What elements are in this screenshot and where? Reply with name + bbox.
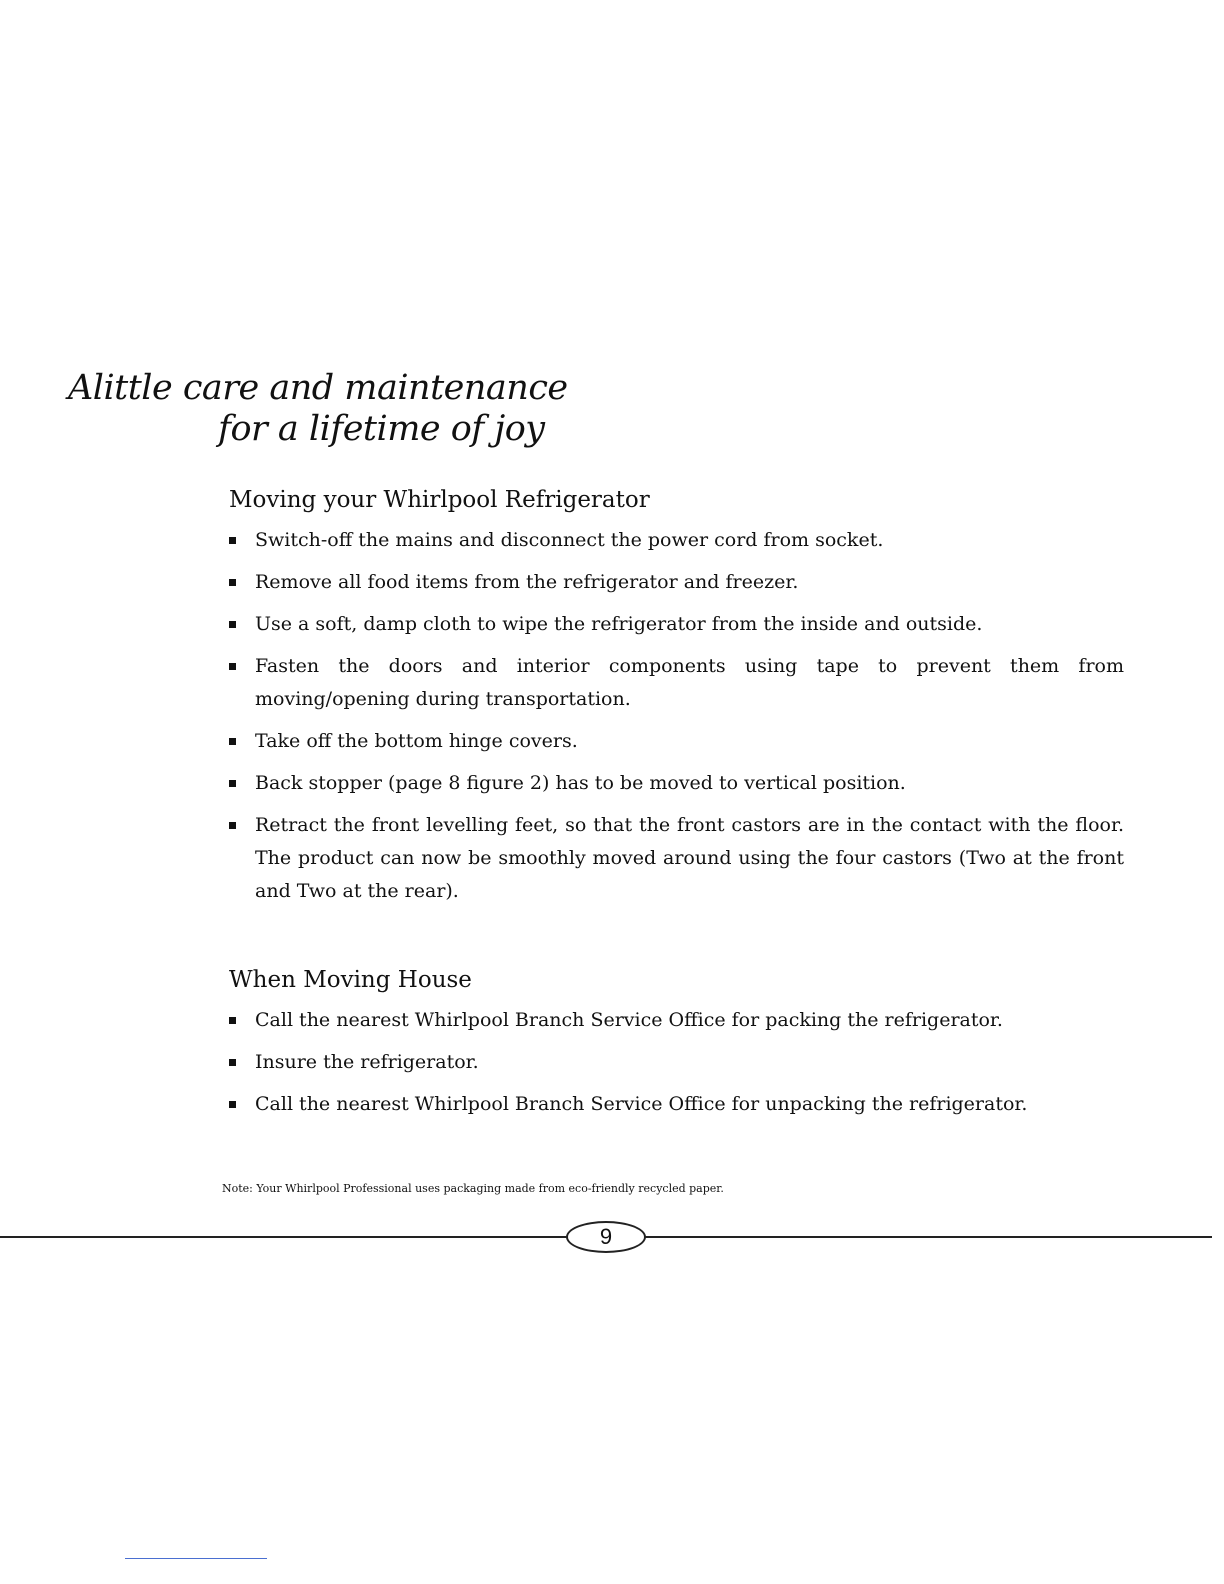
moving-house-heading: When Moving House (229, 967, 472, 993)
page-title-line-1: Alittle care and maintenance (68, 368, 568, 408)
list-item: Use a soft, damp cloth to wipe the refrigerator from the inside and outside. (229, 608, 1124, 641)
list-item: Call the nearest Whirlpool Branch Service Office for unpacking the refrigerator. (229, 1088, 1124, 1121)
list-item: Take off the bottom hinge covers. (229, 725, 1124, 758)
page-number: 9 (566, 1221, 646, 1253)
list-item: Fasten the doors and interior components using tape to prevent them from moving/opening during transportation. (229, 650, 1124, 716)
packaging-note: Note: Your Whirlpool Professional uses packaging made from eco-friendly recycled paper. (222, 1182, 724, 1195)
moving-house-section (229, 967, 1124, 1130)
page-title-line-2: for a lifetime of joy (218, 409, 545, 449)
list-item: Retract the front levelling feet, so that the front castors are in the contact with the floor. The product can now be smoothly moved around using the four castors (Two at the front and Two at the rear). (229, 809, 1124, 908)
list-item: Call the nearest Whirlpool Branch Service Office for packing the refrigerator. (229, 1004, 1124, 1037)
moving-refrigerator-section (229, 487, 1124, 917)
moving-refrigerator-heading: Moving your Whirlpool Refrigerator (229, 487, 650, 513)
bottom-link-underline (125, 1558, 267, 1559)
list-item: Back stopper (page 8 figure 2) has to be moved to vertical position. (229, 767, 1124, 800)
moving-refrigerator-list (229, 524, 1124, 908)
list-item: Remove all food items from the refrigerator and freezer. (229, 566, 1124, 599)
list-item: Switch-off the mains and disconnect the power cord from socket. (229, 524, 1124, 557)
list-item: Insure the refrigerator. (229, 1046, 1124, 1079)
moving-house-list (229, 1004, 1124, 1121)
